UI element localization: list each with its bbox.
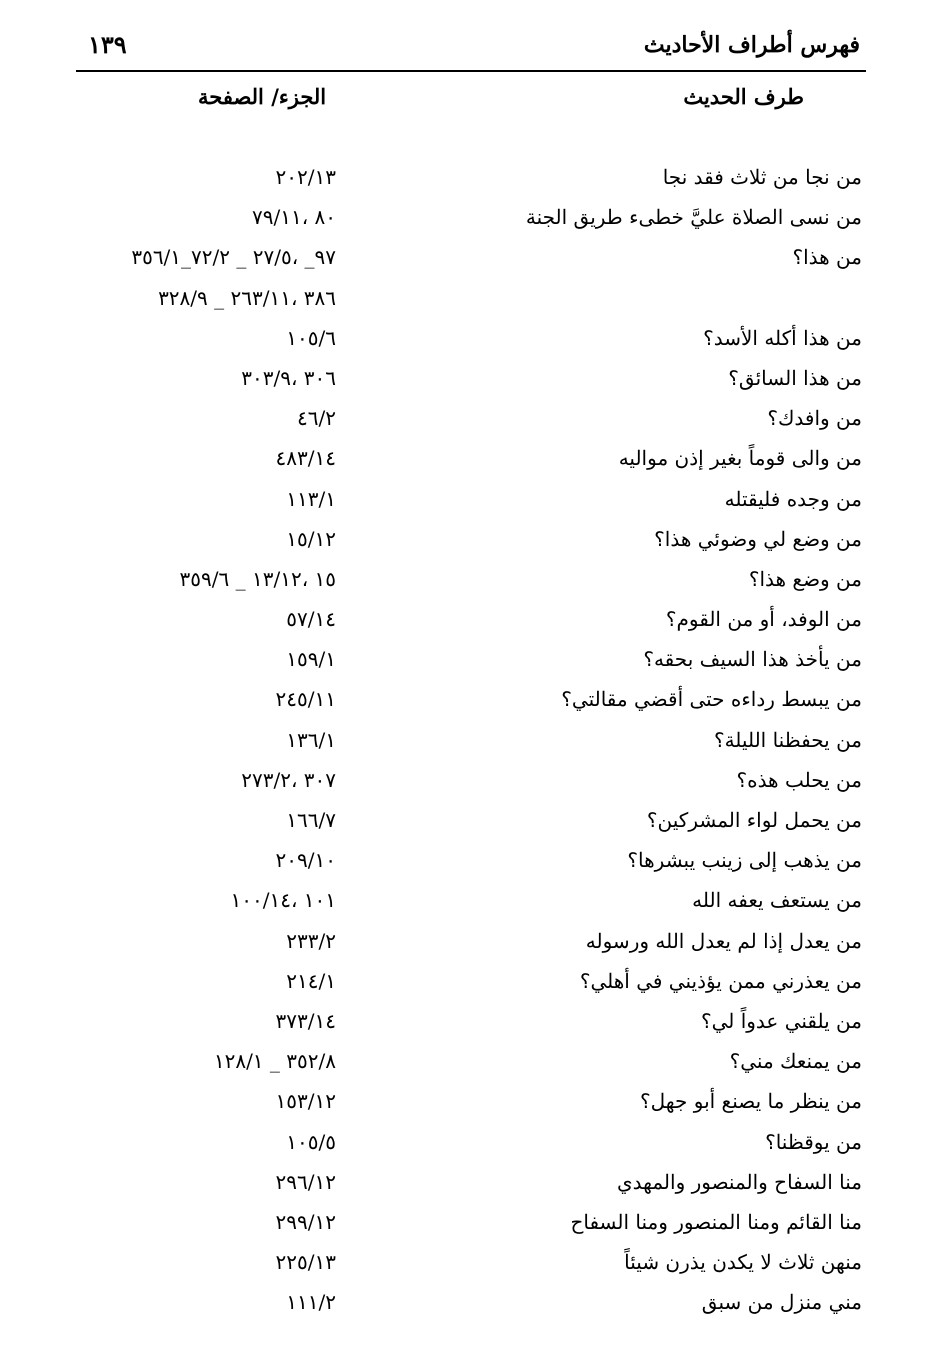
volume-page-reference: ١٠٥/٦ xyxy=(286,325,336,350)
hadith-text: من يحمل لواء المشركين؟ xyxy=(646,808,862,832)
hadith-text: من ينظر ما يصنع أبو جهل؟ xyxy=(640,1089,862,1114)
hadith-text: من يأخذ هذا السيف بحقه؟ xyxy=(643,647,862,672)
index-entry xyxy=(70,601,862,641)
hadith-text: من يستعف يعفه الله xyxy=(692,888,862,913)
hadith-text: من يعذرني ممن يؤذيني في أهلي؟ xyxy=(579,968,862,993)
index-entry xyxy=(70,199,862,239)
index-entry xyxy=(70,722,862,762)
volume-page-reference: ٤٨٣/١٤ xyxy=(275,446,336,471)
volume-page-reference: ٢١٤/١ xyxy=(286,968,336,993)
volume-page-reference: ٩٧_ ،٢٧/٥ _ ٧٢/٢_٣٥٦/١ xyxy=(131,245,336,270)
volume-page-reference: ١٣٦/١ xyxy=(286,727,336,752)
index-entry xyxy=(70,681,862,721)
index-entry xyxy=(70,561,862,601)
index-entry xyxy=(70,641,862,681)
volume-page-reference: ١٠١ ،١٠٠/١٤ xyxy=(230,888,336,913)
volume-page-reference: ١٦٦/٧ xyxy=(286,808,336,832)
index-entry xyxy=(70,320,862,360)
index-entry xyxy=(70,1244,862,1284)
hadith-text: من يوقظنا؟ xyxy=(765,1129,862,1154)
index-entry xyxy=(70,1003,862,1043)
hadith-text: من هذا أكله الأسد؟ xyxy=(703,325,862,350)
index-entry xyxy=(70,440,862,480)
volume-page-reference: ٢٠٩/١٠ xyxy=(275,848,336,873)
hadith-text: منهن ثلاث لا يكدن يذرن شيئاً xyxy=(624,1250,862,1275)
index-entry xyxy=(70,1124,862,1164)
volume-page-reference: ٣٨٦ ،٢٦٣/١١ _ ٣٢٨/٩ xyxy=(158,285,336,310)
volume-page-reference: ٨٠ ،٧٩/١١ xyxy=(251,205,336,230)
index-entry xyxy=(70,842,862,882)
index-entry xyxy=(70,360,862,400)
hadith-text: من وضع هذا؟ xyxy=(748,566,862,591)
index-entry xyxy=(70,1164,862,1204)
hadith-text: من يمنعك مني؟ xyxy=(729,1049,862,1074)
volume-page-reference: ١٥ ،١٣/١٢ _ ٣٥٩/٦ xyxy=(179,566,336,591)
index-entry xyxy=(70,1083,862,1123)
hadith-text: منا السفاح والمنصور والمهدي xyxy=(616,1169,862,1194)
index-entry xyxy=(70,400,862,440)
volume-page-reference: ٥٧/١٤ xyxy=(286,607,336,632)
index-entry xyxy=(70,882,862,922)
index-entry xyxy=(70,1284,862,1324)
volume-page-reference: ٢٠٢/١٣ xyxy=(275,165,336,189)
hadith-text: من والى قوماً بغير إذن مواليه xyxy=(618,446,862,471)
running-title: فهرس أطراف الأحاديث xyxy=(643,32,860,58)
index-entry xyxy=(70,521,862,561)
hadith-text: من نجا من ثلاث فقد نجا xyxy=(662,165,862,189)
index-entry xyxy=(70,481,862,521)
page-header xyxy=(70,28,870,68)
volume-page-reference: ١٠٥/٥ xyxy=(286,1129,336,1154)
column-header-hadith: طرف الحديث xyxy=(683,84,804,109)
hadith-text: من يعدل إذا لم يعدل الله ورسوله xyxy=(585,928,862,953)
index-entry xyxy=(70,963,862,1003)
hadith-text: من يبسط رداءه حتى أقضي مقالتي؟ xyxy=(561,687,862,712)
header-divider xyxy=(76,70,866,72)
hadith-text: من الوفد، أو من القوم؟ xyxy=(665,607,862,632)
hadith-index-list xyxy=(70,159,862,1324)
hadith-text: مني منزل من سبق xyxy=(701,1290,862,1315)
volume-page-reference: ١٥٣/١٢ xyxy=(275,1089,336,1114)
volume-page-reference: ١٥٩/١ xyxy=(286,647,336,672)
hadith-text: من نسى الصلاة عليَّ خطىء طريق الجنة xyxy=(525,205,862,230)
volume-page-reference: ٢٣٣/٢ xyxy=(286,928,336,953)
volume-page-reference: ١١١/٢ xyxy=(286,1290,336,1315)
index-entry xyxy=(70,1204,862,1244)
index-entry xyxy=(70,802,862,842)
hadith-text: من يلقني عدواً لي؟ xyxy=(700,1008,862,1033)
volume-page-reference: ٢٩٦/١٢ xyxy=(275,1169,336,1194)
index-entry xyxy=(70,923,862,963)
volume-page-reference: ٣٠٦ ،٣٠٣/٩ xyxy=(241,365,336,390)
column-header-reference: الجزء/ الصفحة xyxy=(198,84,327,109)
hadith-text: من وافدك؟ xyxy=(767,406,862,431)
hadith-text: من وجده فليقتله xyxy=(724,486,862,511)
hadith-text: من هذا السائق؟ xyxy=(728,365,862,390)
volume-page-reference: ٣٠٧ ،٢٧٣/٢ xyxy=(241,767,336,792)
hadith-text: من يحلب هذه؟ xyxy=(736,767,862,792)
hadith-text: من يذهب إلى زينب يبشرها؟ xyxy=(627,848,862,873)
index-entry xyxy=(70,159,862,199)
page-number: ١٣٩ xyxy=(88,30,127,59)
hadith-text: من هذا؟ xyxy=(792,245,862,270)
volume-page-reference: ٤٦/٢ xyxy=(297,406,336,431)
volume-page-reference: ٢٤٥/١١ xyxy=(275,687,336,712)
index-entry xyxy=(70,280,862,320)
volume-page-reference: ٢٢٥/١٣ xyxy=(275,1250,336,1275)
index-entry xyxy=(70,762,862,802)
volume-page-reference: ٢٩٩/١٢ xyxy=(275,1209,336,1234)
volume-page-reference: ٣٥٢/٨ _ ١٢٨/١ xyxy=(213,1049,336,1074)
volume-page-reference: ١٥/١٢ xyxy=(286,526,336,551)
hadith-text: منا القائم ومنا المنصور ومنا السفاح xyxy=(570,1209,862,1234)
volume-page-reference: ٣٧٣/١٤ xyxy=(275,1008,336,1033)
index-entry xyxy=(70,239,862,279)
volume-page-reference: ١١٣/١ xyxy=(286,486,336,511)
hadith-text: من يحفظنا الليلة؟ xyxy=(713,727,862,752)
hadith-text: من وضع لي وضوئي هذا؟ xyxy=(654,526,862,551)
index-entry xyxy=(70,1043,862,1083)
